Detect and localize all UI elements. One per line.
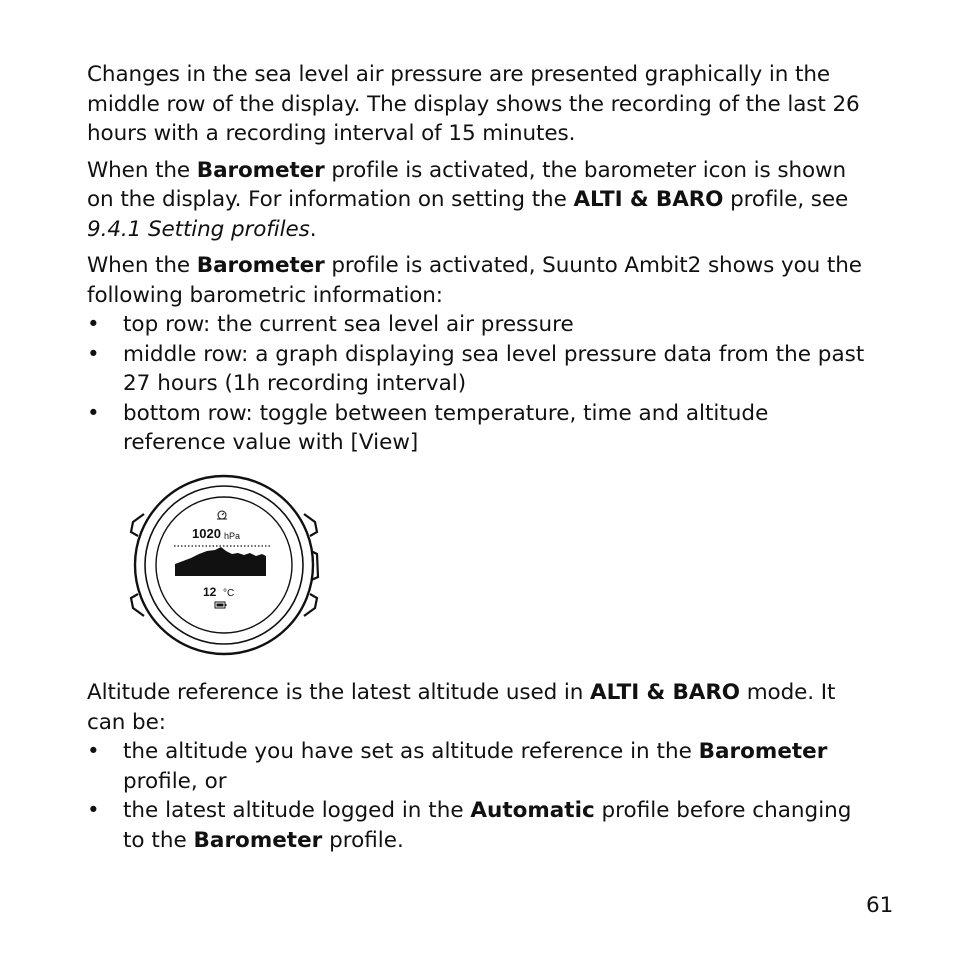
pressure-value: 1020 [192, 526, 221, 541]
page-body [87, 60, 877, 458]
icon-paragraph [87, 156, 877, 245]
bold-term: Automatic [470, 798, 595, 823]
text: Altitude reference is the latest altitude used in [87, 680, 591, 705]
bullet: • [87, 400, 100, 426]
temperature-value: 12 [203, 585, 217, 599]
text: the latest altitude logged in the [123, 798, 471, 823]
text: mode. It can be: [87, 680, 836, 735]
info-paragraph [87, 251, 877, 310]
list-item [87, 796, 877, 855]
text: profile is activated, the barometer icon is shown on the display. For information on setting the [87, 157, 847, 212]
temperature-unit: °C [223, 588, 235, 599]
text: profile is activated, Suunto Ambit2 shows you the following barometric information: [87, 253, 862, 308]
list-item [87, 737, 877, 796]
bold-term: Barometer [193, 827, 323, 853]
page-number: 61 [866, 893, 894, 918]
bullet: • [87, 798, 100, 823]
bold-term: Barometer [196, 253, 325, 278]
text: When the [87, 157, 197, 183]
info-bullet-list [87, 310, 877, 458]
text: the altitude you have set as altitude reference in the [123, 739, 699, 764]
intro-paragraph: Changes in the sea level air pressure are presented graphically in the middle row of the display. The display shows the recording of the last 26 hours with a recording interval of 15 minutes. [87, 62, 860, 146]
bullet: • [87, 341, 100, 367]
text: . [309, 216, 317, 242]
watch-illustration [128, 474, 320, 656]
text: profile. [322, 827, 404, 853]
altitude-section [87, 678, 877, 855]
list-item [87, 340, 877, 399]
list-item-text: top row: the current sea level air pressure [123, 312, 574, 337]
bullet: • [87, 739, 100, 764]
bold-term: Barometer [196, 157, 325, 183]
list-item [87, 399, 877, 458]
text: profile, see [723, 187, 849, 212]
bold-term: Barometer [698, 739, 828, 764]
list-item [87, 310, 877, 340]
altitude-paragraph [87, 678, 877, 737]
text: profile, or [123, 768, 227, 794]
text: When the [87, 253, 197, 278]
bold-term: ALTI & BARO [590, 680, 740, 705]
text: profile before changing to the [123, 798, 852, 853]
list-item-text: middle row: a graph displaying sea level pressure data from the past 27 hours (1h recording interval) [123, 341, 865, 396]
watch-drawing [128, 474, 320, 656]
section-reference: 9.4.1 Setting profiles [87, 216, 310, 242]
altitude-bullet-list [87, 737, 877, 855]
pressure-unit: hPa [224, 531, 241, 541]
bullet: • [87, 312, 100, 337]
list-item-text: bottom row: toggle between temperature, time and altitude reference value with [View] [123, 400, 769, 455]
bold-term: ALTI & BARO [573, 187, 724, 212]
